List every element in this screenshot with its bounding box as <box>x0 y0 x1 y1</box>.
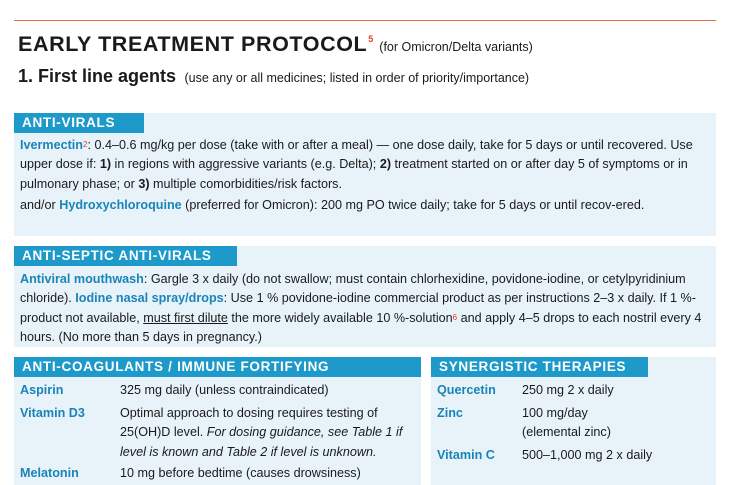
hcq-name: Hydroxychloroquine <box>59 198 182 212</box>
mouthwash-text: : Gargle 3 x daily (do not swallow; must contain chlorhexidine, povidone-iodine, or cetylpyridinium chloride). <box>20 272 686 306</box>
section-heading-text: 1. First line agents <box>18 66 177 86</box>
hcq-text: (preferred for Omicron): 200 mg PO twice daily; take for 5 days or until recov-ered. <box>181 198 645 212</box>
zinc-text: 100 mg/day (elemental zinc) <box>522 406 611 440</box>
top-rule <box>14 20 716 21</box>
title-note: (for Omicron/Delta variants) <box>379 40 533 54</box>
vitamin-d3-text <box>120 404 418 462</box>
nasal-name: Iodine nasal spray/drops <box>75 291 224 306</box>
aspirin-text: 325 mg daily (unless contraindicated) <box>120 383 329 397</box>
nasal-text-2: the more widely available 10 %-solution <box>227 310 453 325</box>
ivermectin-name: Ivermectin <box>20 138 83 152</box>
hcq-paragraph <box>20 196 710 215</box>
vitamin-c-label: Vitamin C <box>437 448 495 462</box>
antiseptic-band: ANTI-SEPTIC ANTI-VIRALS <box>14 246 237 266</box>
ivermectin-text-2: in regions with aggressive variants (e.g. Delta); <box>111 157 380 172</box>
vitamin-d3-text-plain: Optimal approach to dosing requires testing of 25(OH)D level. <box>120 406 378 440</box>
ivermectin-text-4: multiple comorbidities/risk factors. <box>149 176 342 191</box>
criterion-1: 1) <box>99 157 112 172</box>
ivermectin-paragraph <box>20 136 710 194</box>
antivirals-band: ANTI-VIRALS <box>14 113 144 133</box>
title-text: EARLY TREATMENT PROTOCOL <box>18 32 368 56</box>
melatonin-label: Melatonin <box>20 466 79 480</box>
antiseptic-paragraph <box>20 270 710 348</box>
quercetin-label: Quercetin <box>437 383 496 397</box>
section-heading-note: (use any or all medicines; listed in order of priority/importance) <box>184 71 530 85</box>
melatonin-text: 10 mg before bedtime (causes drowsiness) <box>120 466 361 480</box>
nasal-underline: must first dilute <box>143 310 228 325</box>
page-title <box>18 32 533 57</box>
anticoag-band: ANTI-COAGULANTS / IMMUNE FORTIFYING <box>14 357 421 377</box>
quercetin-text: 250 mg 2 x daily <box>522 383 614 397</box>
title-footnote-ref: 5 <box>368 34 374 44</box>
vitamin-d3-label: Vitamin D3 <box>20 406 85 420</box>
vitamin-c-text: 500–1,000 mg 2 x daily <box>522 448 653 462</box>
mouthwash-name: Antiviral mouthwash <box>20 272 144 286</box>
synergistic-band: SYNERGISTIC THERAPIES <box>431 357 648 377</box>
ivermectin-ref: 2 <box>83 140 88 149</box>
vitamin-d3-text-italic: For dosing guidance, see Table 1 if level is known and Table 2 if level is unknown. <box>120 425 403 459</box>
andor-text: and/or <box>20 198 60 212</box>
ivermectin-text-3: treatment started on or after day 5 of symptoms or in pulmonary phase; or <box>20 157 688 191</box>
criterion-2: 2) <box>379 157 392 172</box>
nasal-text-1: : Use 1 % povidone-iodine commercial product as per instructions 2–3 x daily. If 1 %-product not available, <box>20 291 696 325</box>
section-heading <box>18 66 529 87</box>
criterion-3: 3) <box>138 176 150 191</box>
ivermectin-text-1: : 0.4–0.6 mg/kg per dose (take with or after a meal) — one dose daily, take for 5 days or until recovered. Use upper dose if: <box>20 138 693 172</box>
zinc-label: Zinc <box>437 406 463 420</box>
nasal-ref: 6 <box>452 312 458 322</box>
aspirin-label: Aspirin <box>20 383 64 397</box>
nasal-text-3: and apply 4–5 drops to each nostril every 4 hours. (No more than 5 days in pregnancy.) <box>20 310 702 345</box>
